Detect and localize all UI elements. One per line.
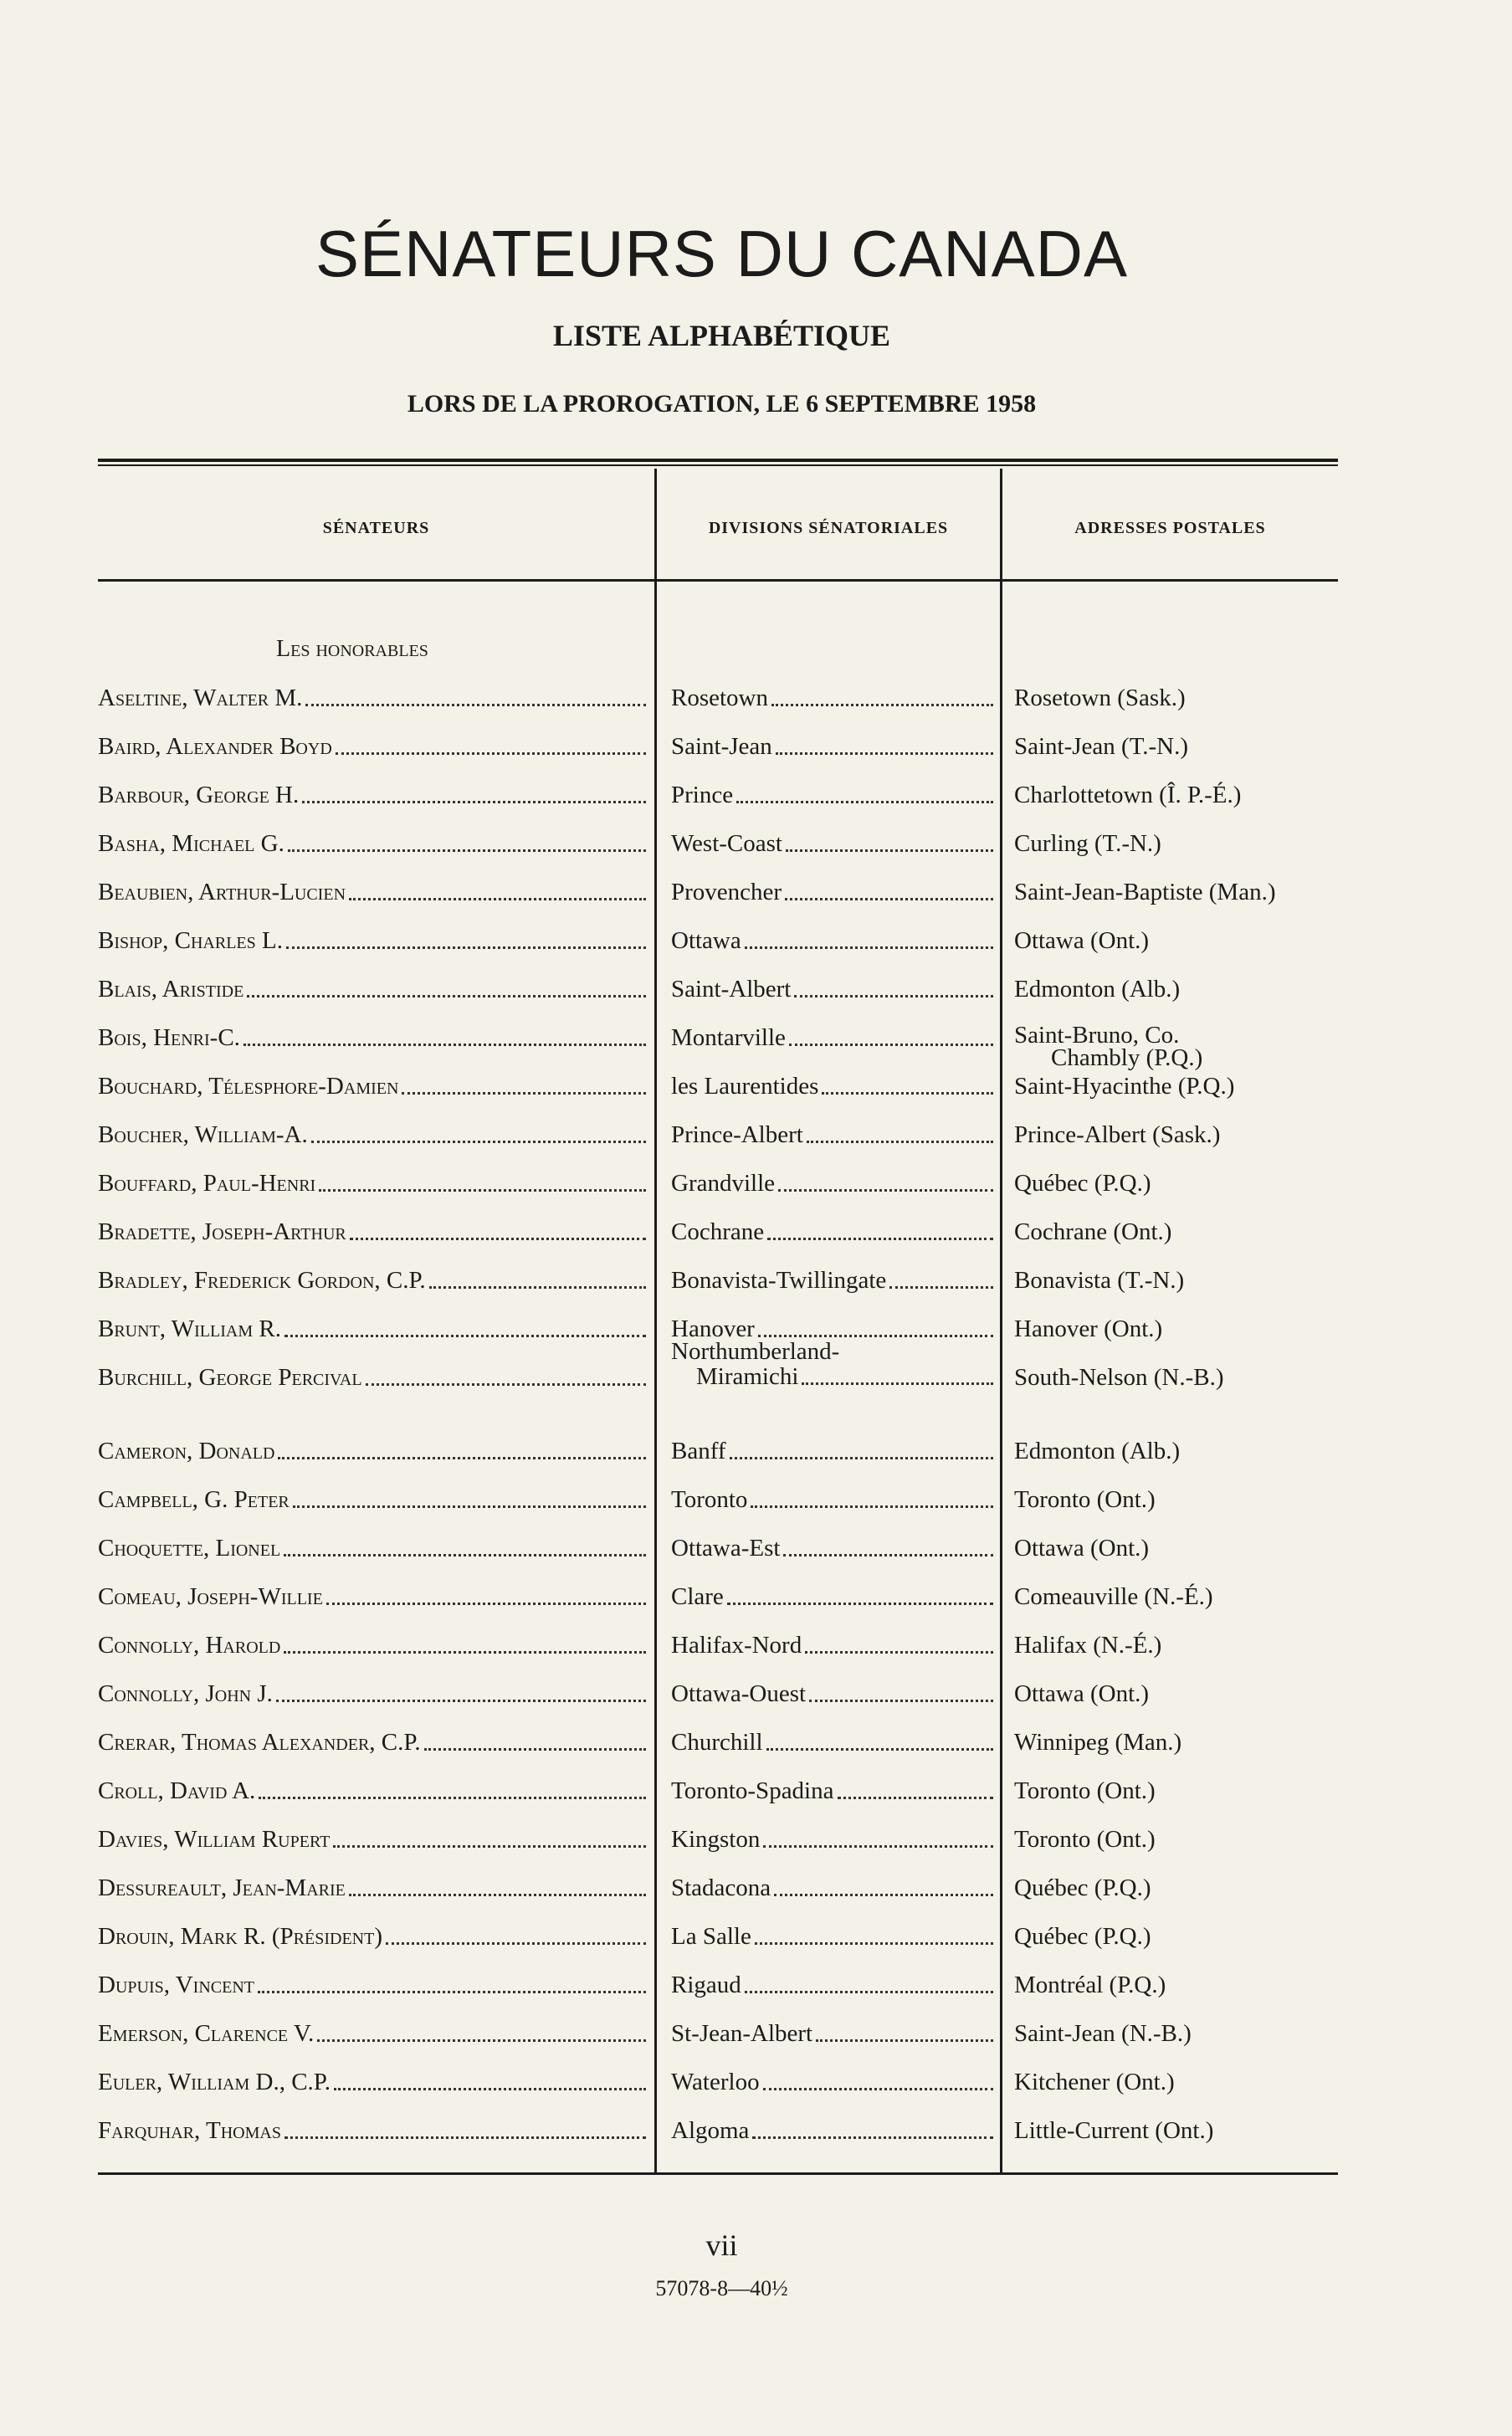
postal-address	[1014, 879, 1332, 906]
senatorial-division	[671, 1972, 993, 1999]
senatorial-division	[671, 733, 993, 761]
postal-address	[1014, 1777, 1332, 1805]
senator-name	[98, 1438, 646, 1465]
senatorial-division-text: Toronto	[671, 1486, 748, 1513]
dot-leader	[727, 1603, 993, 1605]
senator-name-text: Basha, Michael G.	[98, 830, 284, 857]
senatorial-division-text: West-Coast	[671, 830, 782, 857]
senator-name-text: Drouin, Mark R. (Président)	[98, 1923, 382, 1950]
senatorial-division-text: La Salle	[671, 1923, 751, 1950]
senator-name-text: Farquhar, Thomas	[98, 2117, 281, 2144]
senatorial-division	[671, 1438, 993, 1465]
senator-name	[98, 1923, 646, 1951]
column-divider-1	[654, 469, 657, 2172]
postal-address-text: Montréal (P.Q.)	[1014, 1972, 1166, 1998]
postal-address-text: Saint-Jean (N.-B.)	[1014, 2020, 1192, 2047]
group-label: Les honorables	[276, 636, 428, 662]
senatorial-division-text: Clare	[671, 1583, 724, 1610]
senator-name	[98, 1315, 646, 1343]
postal-address	[1014, 1121, 1332, 1149]
dot-leader	[334, 2088, 646, 2090]
postal-address	[1014, 1267, 1332, 1295]
senatorial-division	[671, 879, 993, 906]
senator-name	[98, 1680, 646, 1708]
senator-name	[98, 733, 646, 761]
dot-leader	[767, 1238, 993, 1240]
senatorial-division-text: Montarville	[671, 1024, 786, 1051]
senatorial-division	[671, 1338, 993, 1391]
postal-address-text: Winnipeg (Man.)	[1014, 1729, 1182, 1756]
dot-leader	[789, 1044, 993, 1046]
postal-address-text: Québec (P.Q.)	[1014, 1923, 1151, 1950]
senator-name	[98, 1874, 646, 1902]
dot-leader	[276, 1700, 646, 1702]
postal-address-text: Toronto (Ont.)	[1014, 1486, 1156, 1513]
postal-address	[1014, 1364, 1332, 1392]
postal-address-text: Comeauville (N.-É.)	[1014, 1583, 1213, 1610]
column-header-adresses: ADRESSES POSTALES	[1074, 519, 1266, 537]
senatorial-division-text: Ottawa-Ouest	[671, 1680, 807, 1707]
print-code: 57078-8—40½	[655, 2276, 788, 2300]
senatorial-division-text: Grandville	[671, 1170, 776, 1197]
senatorial-division-text: Saint-Albert	[671, 976, 792, 1003]
senatorial-division-text: Ottawa-Est	[671, 1535, 781, 1562]
dot-leader	[809, 1700, 993, 1702]
senator-name-text: Crerar, Thomas Alexander, C.P.	[98, 1729, 421, 1756]
senator-name	[98, 830, 646, 858]
postal-address	[1014, 1535, 1332, 1562]
senator-name	[98, 2069, 646, 2096]
column-header-divisions: DIVISIONS SÉNATORIALES	[708, 519, 949, 537]
senator-name-text: Blais, Aristide	[98, 976, 244, 1003]
senatorial-division	[671, 1170, 993, 1197]
header-bottom-rule	[98, 579, 1338, 582]
dot-leader	[751, 1505, 993, 1508]
senator-name	[98, 1073, 646, 1100]
dot-leader	[736, 801, 993, 803]
table-bottom-rule	[98, 2172, 1338, 2175]
dot-leader	[288, 849, 646, 852]
dot-leader	[745, 946, 993, 949]
dot-leader	[745, 1991, 993, 1993]
senator-name	[98, 1218, 646, 1246]
senator-name	[98, 1535, 646, 1562]
postal-address	[1014, 976, 1332, 1003]
senator-name	[98, 1972, 646, 1999]
postal-address-text: Curling (T.-N.)	[1014, 830, 1161, 857]
column-divider-2	[1000, 469, 1002, 2172]
senatorial-division	[671, 1073, 993, 1100]
senator-name-text: Bouchard, Télesphore-Damien	[98, 1073, 399, 1100]
postal-address	[1014, 1680, 1332, 1708]
dot-leader	[302, 801, 646, 803]
dot-leader	[284, 1335, 646, 1337]
dot-leader	[802, 1382, 993, 1385]
senatorial-division	[671, 1486, 993, 1514]
postal-address-text: Saint-Hyacinthe (P.Q.)	[1014, 1073, 1235, 1100]
postal-address	[1014, 830, 1332, 858]
dot-leader	[771, 704, 993, 706]
postal-address	[1014, 1218, 1332, 1246]
senatorial-division-text: St-Jean-Albert	[671, 2020, 813, 2047]
senatorial-division-text: Prince-Albert	[671, 1121, 803, 1148]
postal-address	[1014, 733, 1332, 761]
senatorial-division-text: Rigaud	[671, 1972, 741, 1998]
top-double-rule-2	[98, 464, 1338, 466]
postal-address-text: South-Nelson (N.-B.)	[1014, 1364, 1224, 1391]
senatorial-division-text: Saint-Jean	[671, 733, 772, 760]
dot-leader	[763, 2088, 993, 2090]
senatorial-division	[671, 1583, 993, 1611]
dot-leader	[284, 2136, 646, 2139]
postal-address	[1014, 1024, 1332, 1069]
dot-leader	[333, 1845, 646, 1848]
senatorial-division-text: Ottawa	[671, 927, 741, 954]
senatorial-division-text: Halifax-Nord	[671, 1632, 802, 1659]
senatorial-division	[671, 782, 993, 809]
senatorial-division-text: Algoma	[671, 2117, 750, 2144]
list-subtitle: LISTE ALPHABÉTIQUE	[552, 319, 891, 352]
senatorial-division-text: Kingston	[671, 1826, 761, 1853]
senatorial-division	[671, 1680, 993, 1708]
dot-leader	[311, 1141, 646, 1143]
postal-address-text: Charlottetown (Î. P.-É.)	[1014, 782, 1242, 808]
postal-address	[1014, 1315, 1332, 1343]
dot-leader	[794, 995, 993, 997]
postal-address-line-2: Chambly (P.Q.)	[1051, 1044, 1203, 1071]
postal-address-text: Ottawa (Ont.)	[1014, 1535, 1150, 1562]
senatorial-division	[671, 2117, 993, 2145]
senatorial-division-text: Rosetown	[671, 685, 768, 711]
senator-name	[98, 927, 646, 955]
senatorial-division	[671, 1267, 993, 1295]
dot-leader	[838, 1797, 994, 1799]
dot-leader	[284, 1554, 646, 1556]
postal-address	[1014, 1583, 1332, 1611]
senatorial-division	[671, 1024, 993, 1052]
senatorial-division	[671, 927, 993, 955]
dot-leader	[752, 2136, 993, 2139]
senator-name-text: Comeau, Joseph-Willie	[98, 1583, 323, 1610]
senatorial-division-text: Prince	[671, 782, 734, 808]
dot-leader	[778, 1189, 993, 1192]
dot-leader	[259, 1797, 646, 1799]
postal-address-text: Hanover (Ont.)	[1014, 1315, 1163, 1342]
postal-address	[1014, 782, 1332, 809]
senator-name-text: Bishop, Charles L.	[98, 927, 283, 954]
senator-name	[98, 1486, 646, 1514]
senator-name	[98, 1170, 646, 1197]
postal-address-text: Ottawa (Ont.)	[1014, 927, 1150, 954]
senator-name	[98, 1121, 646, 1149]
dot-leader	[805, 1651, 993, 1654]
senatorial-division	[671, 2069, 993, 2096]
postal-address	[1014, 1923, 1332, 1951]
postal-address	[1014, 1729, 1332, 1756]
dot-leader	[763, 1845, 993, 1848]
senator-name	[98, 1826, 646, 1854]
senatorial-division	[671, 976, 993, 1003]
senatorial-division	[671, 1218, 993, 1246]
postal-address	[1014, 1874, 1332, 1902]
postal-address-text: Saint-Jean-Baptiste (Man.)	[1014, 879, 1276, 905]
dot-leader	[247, 995, 646, 997]
postal-address-text: Québec (P.Q.)	[1014, 1170, 1151, 1197]
senator-name-text: Campbell, G. Peter	[98, 1486, 290, 1513]
senator-name	[98, 1583, 646, 1611]
senatorial-division	[671, 685, 993, 712]
postal-address-text: Ottawa (Ont.)	[1014, 1680, 1150, 1707]
postal-address-text: Rosetown (Sask.)	[1014, 685, 1186, 711]
senatorial-division	[671, 1121, 993, 1149]
dot-leader	[776, 752, 993, 755]
senatorial-division-text: Provencher	[671, 879, 782, 905]
page-number: vii	[705, 2228, 738, 2262]
dot-leader	[785, 898, 993, 900]
senator-name	[98, 1364, 646, 1392]
postal-address	[1014, 685, 1332, 712]
senator-name	[98, 782, 646, 809]
dot-leader	[336, 752, 646, 755]
senator-name	[98, 685, 646, 712]
senator-name-text: Dessureault, Jean-Marie	[98, 1874, 346, 1901]
senatorial-division	[671, 1535, 993, 1562]
dot-leader	[758, 1335, 993, 1337]
senatorial-division	[671, 2020, 993, 2048]
dot-leader	[317, 2039, 646, 2042]
postal-address	[1014, 927, 1332, 955]
dot-leader	[319, 1189, 646, 1192]
senatorial-division-line-1: Northumberland-	[671, 1338, 840, 1365]
senator-name-text: Aseltine, Walter M.	[98, 685, 303, 711]
senator-name-text: Euler, William D., C.P.	[98, 2069, 331, 2095]
postal-address	[1014, 1826, 1332, 1854]
senator-name	[98, 1267, 646, 1295]
senator-name	[98, 1632, 646, 1659]
dot-leader	[349, 1894, 646, 1896]
postal-address-text: Little-Current (Ont.)	[1014, 2117, 1214, 2144]
senatorial-division-text: Hanover	[671, 1315, 755, 1342]
postal-address-text: Prince-Albert (Sask.)	[1014, 1121, 1221, 1148]
senatorial-division-line-2: Miramichi	[696, 1363, 799, 1390]
senator-name-text: Burchill, George Percival	[98, 1364, 362, 1391]
senator-name-text: Connolly, Harold	[98, 1632, 281, 1659]
senator-name	[98, 2117, 646, 2145]
senator-name-text: Boucher, William-A.	[98, 1121, 308, 1148]
postal-address-text: Cochrane (Ont.)	[1014, 1218, 1172, 1245]
dot-leader	[305, 704, 646, 706]
dot-leader	[402, 1092, 646, 1095]
postal-address-text: Edmonton (Alb.)	[1014, 976, 1181, 1003]
dot-leader	[278, 1457, 646, 1459]
senator-name	[98, 1729, 646, 1756]
senatorial-division-text: Banff	[671, 1438, 726, 1464]
dot-leader	[807, 1141, 993, 1143]
dot-leader	[366, 1383, 646, 1386]
senatorial-division	[671, 1826, 993, 1854]
senatorial-division	[671, 1632, 993, 1659]
postal-address	[1014, 2117, 1332, 2145]
senatorial-division-text: Waterloo	[671, 2069, 760, 2095]
page-title: SÉNATEURS DU CANADA	[315, 217, 1129, 290]
senator-name-text: Brunt, William R.	[98, 1315, 281, 1342]
senator-name	[98, 2020, 646, 2048]
senator-name	[98, 1024, 646, 1052]
dot-leader	[284, 1651, 646, 1654]
senator-name-text: Croll, David A.	[98, 1777, 256, 1804]
senator-name-text: Bois, Henri-C.	[98, 1024, 240, 1051]
dot-leader	[783, 1554, 993, 1556]
senatorial-division-text: Cochrane	[671, 1218, 765, 1245]
senator-name-text: Davies, William Rupert	[98, 1826, 331, 1853]
dot-leader	[293, 1505, 646, 1508]
senator-name	[98, 976, 646, 1003]
dot-leader	[755, 1942, 993, 1945]
senator-name-text: Emerson, Clarence V.	[98, 2020, 315, 2047]
senatorial-division-text: Stadacona	[671, 1874, 771, 1901]
senatorial-division-text: Bonavista-Twillingate	[671, 1267, 887, 1294]
session-date: LORS DE LA PROROGATION, LE 6 SEPTEMBRE 1958	[407, 390, 1037, 418]
column-header-senateurs: SÉNATEURS	[322, 519, 430, 537]
postal-address	[1014, 1632, 1332, 1659]
postal-address-text: Toronto (Ont.)	[1014, 1777, 1156, 1804]
dot-leader	[350, 1238, 646, 1240]
senator-name-text: Bradette, Joseph-Arthur	[98, 1218, 346, 1245]
dot-leader	[889, 1286, 993, 1289]
postal-address-text: Kitchener (Ont.)	[1014, 2069, 1175, 2095]
senatorial-division	[671, 1777, 993, 1805]
postal-address	[1014, 2020, 1332, 2048]
dot-leader	[243, 1044, 646, 1046]
postal-address-line-1: Saint-Bruno, Co.	[1014, 1022, 1180, 1049]
dot-leader	[258, 1991, 646, 1993]
postal-address	[1014, 1170, 1332, 1197]
senatorial-division-text: Toronto-Spadina	[671, 1777, 834, 1804]
dot-leader	[349, 898, 646, 900]
senatorial-division-text: Churchill	[671, 1729, 763, 1756]
dot-leader	[730, 1457, 993, 1459]
senatorial-division	[671, 1874, 993, 1902]
top-double-rule-1	[98, 459, 1338, 462]
senator-name	[98, 1777, 646, 1805]
dot-leader	[786, 849, 993, 852]
dot-leader	[766, 1748, 993, 1751]
senator-name-text: Bradley, Frederick Gordon, C.P.	[98, 1267, 426, 1294]
postal-address	[1014, 1486, 1332, 1514]
senator-name-text: Barbour, George H.	[98, 782, 300, 808]
senator-name-text: Choquette, Lionel	[98, 1535, 281, 1562]
postal-address	[1014, 1438, 1332, 1465]
senator-name-text: Bouffard, Paul-Henri	[98, 1170, 316, 1197]
postal-address-text: Edmonton (Alb.)	[1014, 1438, 1181, 1464]
senatorial-division	[671, 1923, 993, 1951]
senator-name	[98, 879, 646, 906]
dot-leader	[326, 1603, 646, 1605]
postal-address-text: Toronto (Ont.)	[1014, 1826, 1156, 1853]
dot-leader	[816, 2039, 993, 2042]
dot-leader	[822, 1092, 993, 1095]
postal-address-text: Halifax (N.-É.)	[1014, 1632, 1162, 1659]
senator-name-text: Baird, Alexander Boyd	[98, 733, 332, 760]
senator-name-text: Cameron, Donald	[98, 1438, 275, 1464]
senatorial-division-text: les Laurentides	[671, 1073, 819, 1100]
postal-address-text: Bonavista (T.-N.)	[1014, 1267, 1185, 1294]
postal-address	[1014, 2069, 1332, 2096]
dot-leader	[286, 946, 646, 949]
postal-address	[1014, 1972, 1332, 1999]
dot-leader	[429, 1286, 646, 1289]
postal-address-text: Saint-Jean (T.-N.)	[1014, 733, 1189, 760]
dot-leader	[386, 1942, 646, 1945]
senatorial-division	[671, 830, 993, 858]
senatorial-division	[671, 1729, 993, 1756]
senator-name-text: Connolly, John J.	[98, 1680, 273, 1707]
dot-leader	[774, 1894, 993, 1896]
dot-leader	[424, 1748, 646, 1751]
postal-address-text: Québec (P.Q.)	[1014, 1874, 1151, 1901]
senator-name-text: Dupuis, Vincent	[98, 1972, 254, 1998]
senator-name-text: Beaubien, Arthur-Lucien	[98, 879, 346, 905]
postal-address	[1014, 1073, 1332, 1100]
